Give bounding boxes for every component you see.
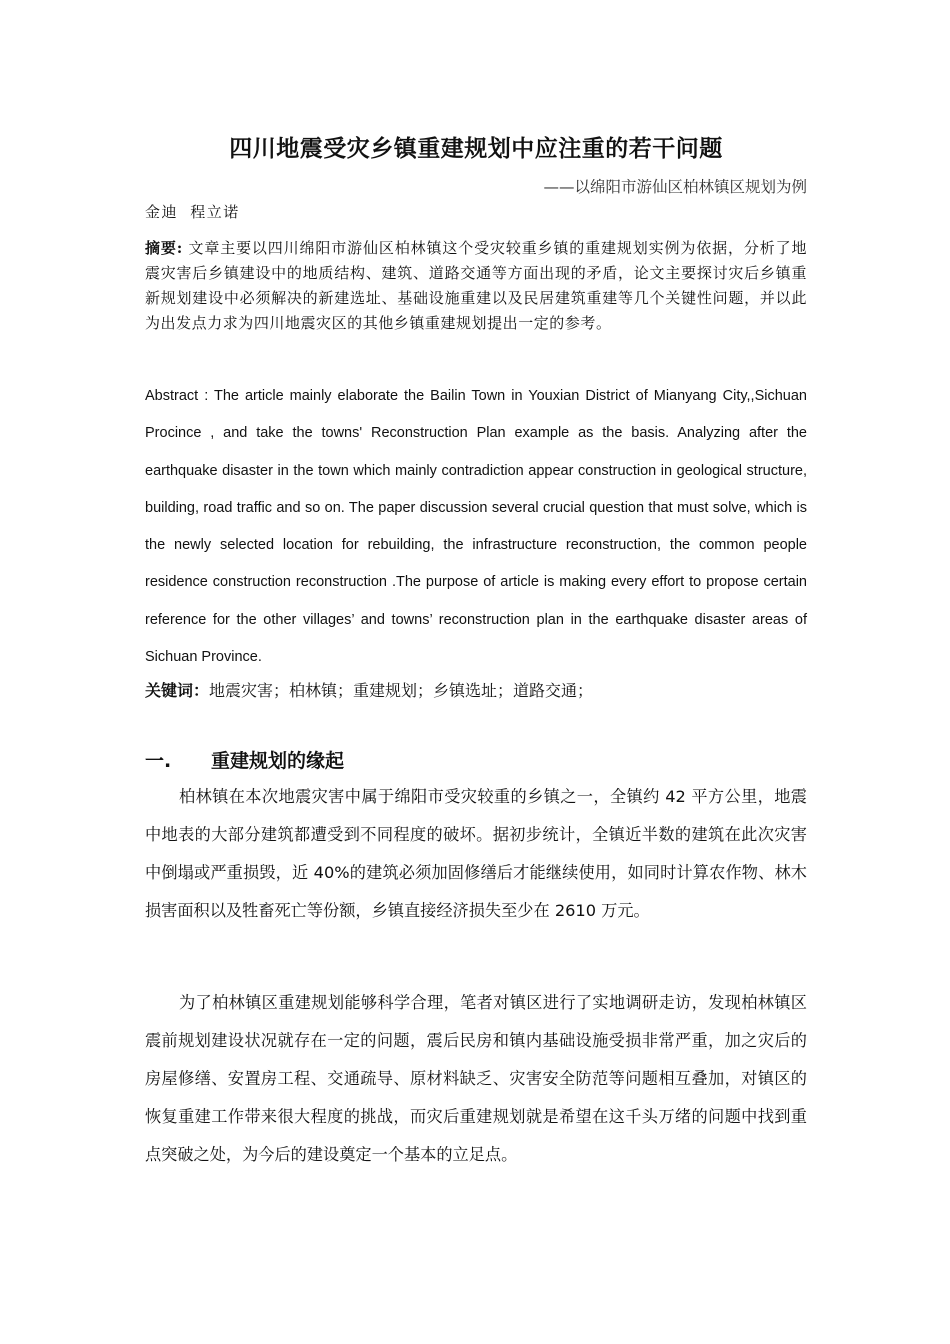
- abstract-chinese-label: 摘要:: [145, 239, 183, 257]
- paper-subtitle: ——以绵阳市游仙区柏林镇区规划为例: [543, 178, 807, 196]
- section-title: 重建规划的缘起: [211, 750, 345, 772]
- paper-title: 四川地震受灾乡镇重建规划中应注重的若干问题: [229, 136, 723, 162]
- paper-page: [145, 0, 807, 1344]
- abstract-english: Abstract : The article mainly elaborate the Bailin Town in Youxian District of Mianyang City,,Sichuan Procince , and take the towns' Reconstruction Plan example as the basis. Analyzing after the earthquake disaster in the town which mainly contradiction appear construction in geological structure, building, road traffic and so on. The paper discussion several crucial question that must solve, which is the newly selected location for rebuilding, the infrastructure reconstruction, the common people residence construction reconstruction .The purpose of article is making every effort to propose certain reference for the other villages’ and towns’ reconstruction plan in the earthquake disaster areas of Sichuan Province.: [145, 388, 807, 666]
- keywords-label: 关键词：: [145, 681, 210, 700]
- paper-authors: 金迪 程立诺: [145, 203, 240, 221]
- abstract-chinese: [145, 236, 807, 336]
- keywords-line: [145, 678, 593, 701]
- abstract-chinese-text: 文章主要以四川绵阳市游仙区柏林镇这个受灾较重乡镇的重建规划实例为依据，分析了地震灾害后乡镇建设中的地质结构、建筑、道路交通等方面出现的矛盾，论文主要探讨灾后乡镇重新规划建设中必须解决的新建选址、基础设施重建以及民居建筑重建等几个关键性问题，并以此为出发点力求为四川地震灾区的其他乡镇重建规划提出一定的参考。: [145, 239, 807, 332]
- keywords-text: 地震灾害；柏林镇；重建规划；乡镇选址；道路交通；: [209, 681, 594, 700]
- body-paragraph: 为了柏林镇区重建规划能够科学合理，笔者对镇区进行了实地调研走访，发现柏林镇区震前规划建设状况就存在一定的问题，震后民房和镇内基础设施受损非常严重，加之灾后的房屋修缮、安置房工程、交通疏导、原材料缺乏、灾害安全防范等问题相互叠加，对镇区的恢复重建工作带来很大程度的挑战，而灾后重建规划就是希望在这千头万绪的问题中找到重点突破之处，为今后的建设奠定一个基本的立足点。: [145, 993, 807, 1164]
- section-number: 一.: [145, 750, 172, 772]
- body-paragraph: 柏林镇在本次地震灾害中属于绵阳市受灾较重的乡镇之一，全镇约 42 平方公里，地震中地表的大部分建筑都遭受到不同程度的破坏。据初步统计，全镇近半数的建筑在此次灾害中倒塌或严重损毁，近 40%的建筑必须加固修缮后才能继续使用，如同时计算农作物、林木损害面积以及牲畜死亡等份额，乡镇直接经济损失至少在 2610 万元。: [145, 787, 807, 920]
- section-heading: [145, 746, 344, 773]
